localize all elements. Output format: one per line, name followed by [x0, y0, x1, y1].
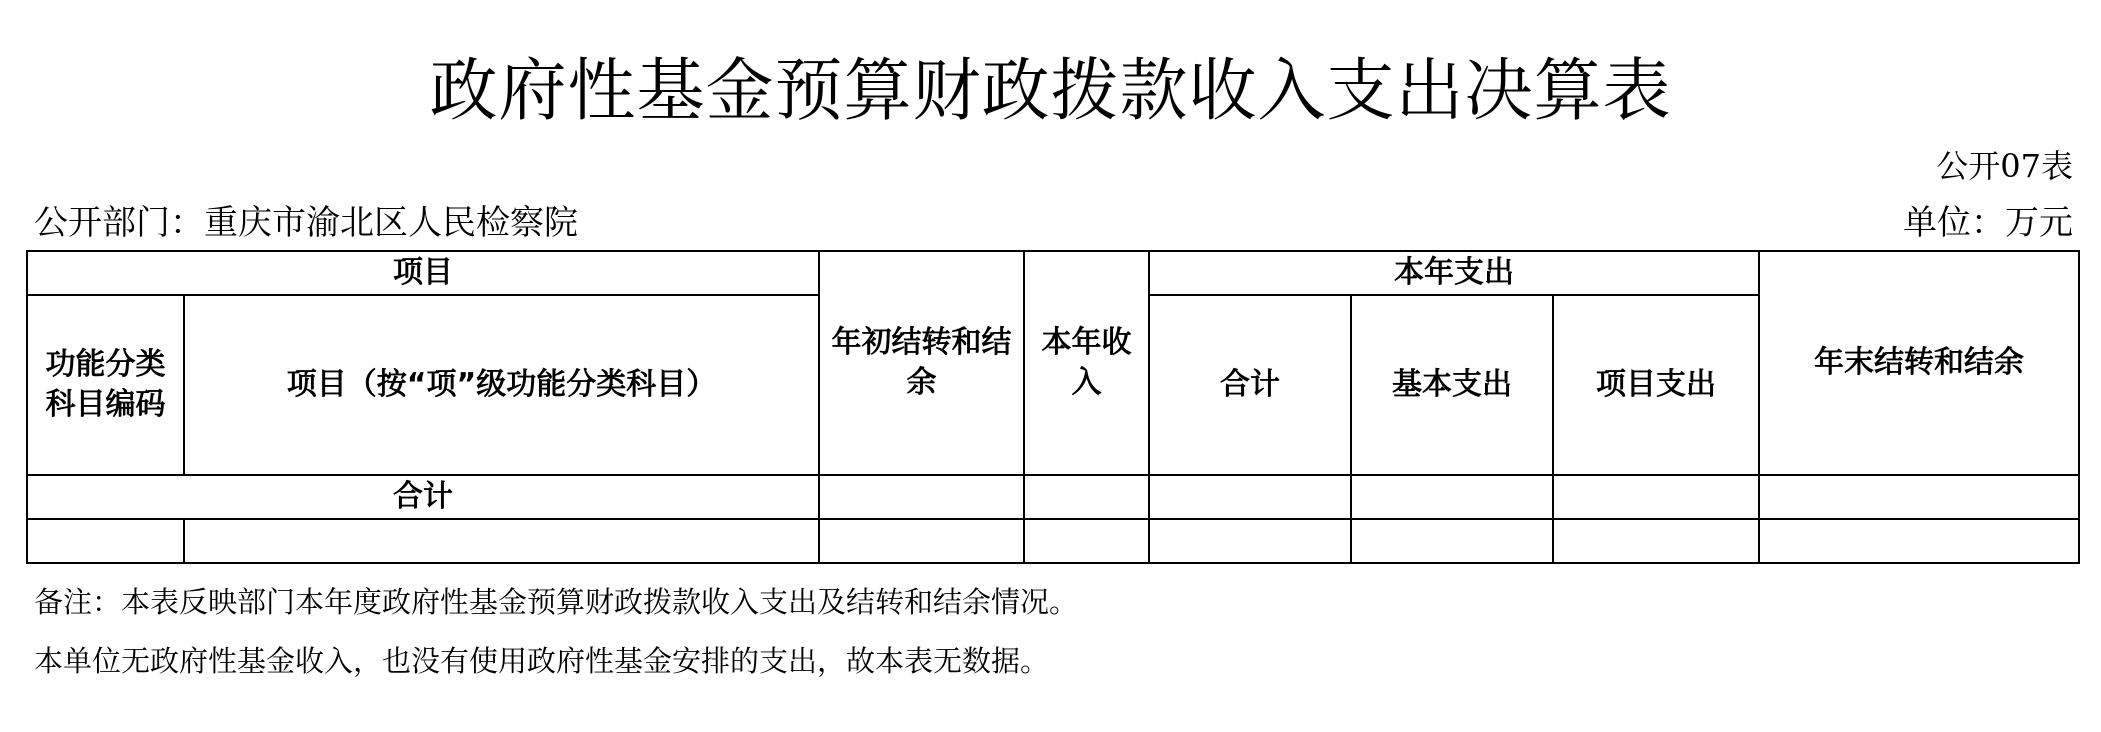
total-cell: [1553, 475, 1759, 519]
header-code: 功能分类科目编码: [27, 295, 184, 475]
header-expense: 本年支出: [1149, 251, 1759, 295]
form-number: 公开07表: [1936, 147, 2073, 185]
header-income: 本年收入: [1024, 251, 1149, 475]
header-basic: 基本支出: [1351, 295, 1553, 475]
table-cell: [1024, 519, 1149, 563]
header-item-name: 项目（按“项”级功能分类科目）: [184, 295, 819, 475]
total-cell: [819, 475, 1024, 519]
total-row: [27, 475, 2079, 519]
table-cell: [1553, 519, 1759, 563]
total-cell: [1351, 475, 1553, 519]
budget-table: [26, 250, 2080, 564]
table-cell: [1351, 519, 1553, 563]
unit-label: 单位：万元: [1903, 203, 2073, 243]
note-no-data: 本单位无政府性基金收入，也没有使用政府性基金安排的支出，故本表无数据。: [34, 644, 1050, 678]
table-row: [27, 519, 2079, 563]
total-row-label: 合计: [27, 475, 819, 519]
header-item: 项目: [27, 251, 819, 295]
table-cell: [27, 519, 184, 563]
header-begin-balance: 年初结转和结余: [819, 251, 1024, 475]
note-remark: 备注：本表反映部门本年度政府性基金预算财政拨款收入支出及结转和结余情况。: [34, 585, 1079, 619]
table-cell: [184, 519, 819, 563]
total-cell: [1759, 475, 2079, 519]
page-title: 政府性基金预算财政拨款收入支出决算表: [429, 52, 1672, 131]
header-end-balance: 年末结转和结余: [1759, 251, 2079, 475]
department-label: 公开部门：重庆市渝北区人民检察院: [34, 203, 578, 243]
header-project: 项目支出: [1553, 295, 1759, 475]
table-cell: [819, 519, 1024, 563]
header-row-1: [27, 251, 2079, 295]
table-cell: [1759, 519, 2079, 563]
table-cell: [1149, 519, 1351, 563]
total-cell: [1149, 475, 1351, 519]
total-cell: [1024, 475, 1149, 519]
header-total: 合计: [1149, 295, 1351, 475]
